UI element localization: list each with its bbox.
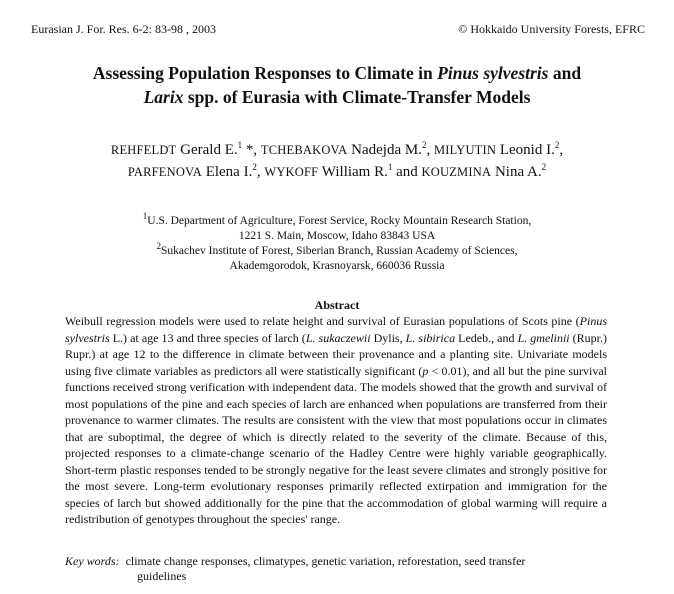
keywords-text-continued: guidelines: [137, 569, 187, 583]
abstract-heading: Abstract: [314, 298, 360, 312]
affiliations: $^1$U.S. Department of Agriculture, Forest Service, Rocky Mountain Research Station, 1221 S. Main, Moscow, Idaho 83843 USA $^2$Sukachev Institute of Forest, Siberian Branch, Russian Academy of Sciences, Akademgorodok, Krasnoyarsk, 660036 Russia: [0, 214, 674, 274]
paper-title: Assessing Population Responses to Climate in Pinus sylvestris and Larix spp. of Eurasia with Climate-Transfer Models: [92, 63, 582, 107]
journal-citation: Eurasian J. For. Res. 6-2: 83-98 , 2003: [31, 22, 216, 36]
affiliation-line: Sukachev Institute of Forest, Siberian Branch, Russian Academy of Sciences,: [161, 245, 518, 257]
affiliation-line: U.S. Department of Agriculture, Forest Service, Rocky Mountain Research Station,: [147, 215, 532, 227]
author-surname: PARFENOVA: [127, 165, 202, 179]
author-surname: KOUZMINA: [421, 165, 492, 179]
author-given: Nadejda M.: [351, 142, 422, 158]
affiliation-line: Akademgorodok, Krasnoyarsk, 660036 Russia: [229, 260, 445, 272]
keywords-label: Key words:: [65, 554, 120, 568]
keywords: [65, 554, 607, 584]
author-surname: REHFELDT: [110, 143, 177, 157]
author-given: Gerald E.: [180, 142, 238, 158]
author-given: William R.: [321, 164, 388, 180]
author-surname: TCHEBAKOVA: [260, 143, 348, 157]
author-surname: WYKOFF: [264, 165, 319, 179]
author-given: Leonid I.: [499, 142, 555, 158]
copyright-notice: © Hokkaido University Forests, EFRC: [458, 22, 645, 36]
abstract-body: Weibull regression models were used to relate height and survival of Eurasian populations of Scots pine (Pinus sylvestris L.) at age 13 and three species of larch (L. sukaczewii Dylis, L. sibirica Ledeb., and L. gmelinii (Rupr.) Rupr.) at age 12 to the difference in climate between their provenance and a planting site. Univariate models using five climate variables as predictors all were statistically significant (p < 0.01), and all but the pine survival functions received strong verification with independent data. The models showed that the growth and survival of most populations of the pine and each species of larch are enhanced when populations are transferred from their provenance to warmer climates. The results are consistent with the view that most populations occur in climates that are suboptimal, the degree of which is directly related to the severity of the climate. Because of this, projected responses to a climate-change scenario of the Hadley Centre were highly variable geographically. Short-term plastic responses tended to be strongly negative for the least severe climates and strongly positive for the most severe. Long-term evolutionary responses primarily reflected extirpation and immigration for the species of larch but showed additionally for the pine that the accommodation of global warming will require a redistribution of genotypes throughout the species' range.: [65, 314, 608, 526]
affiliation-line: 1221 S. Main, Moscow, Idaho 83843 USA: [238, 230, 436, 242]
author-list: REHFELDT Gerald E.$^1$ *, TCHEBAKOVA Nadejda M.$^2$, MILYUTIN Leonid I.$^2$, PARFENOVA Elena I.$^2$, WYKOFF William R.$^1$ and KOUZMINA Nina A.$^2$: [110, 140, 564, 180]
author-given: Elena I.: [205, 164, 253, 180]
keywords-text: climate change responses, climatypes, genetic variation, reforestation, seed transfer: [125, 554, 526, 568]
author-given: Nina A.: [494, 164, 542, 180]
author-surname: MILYUTIN: [433, 143, 497, 157]
